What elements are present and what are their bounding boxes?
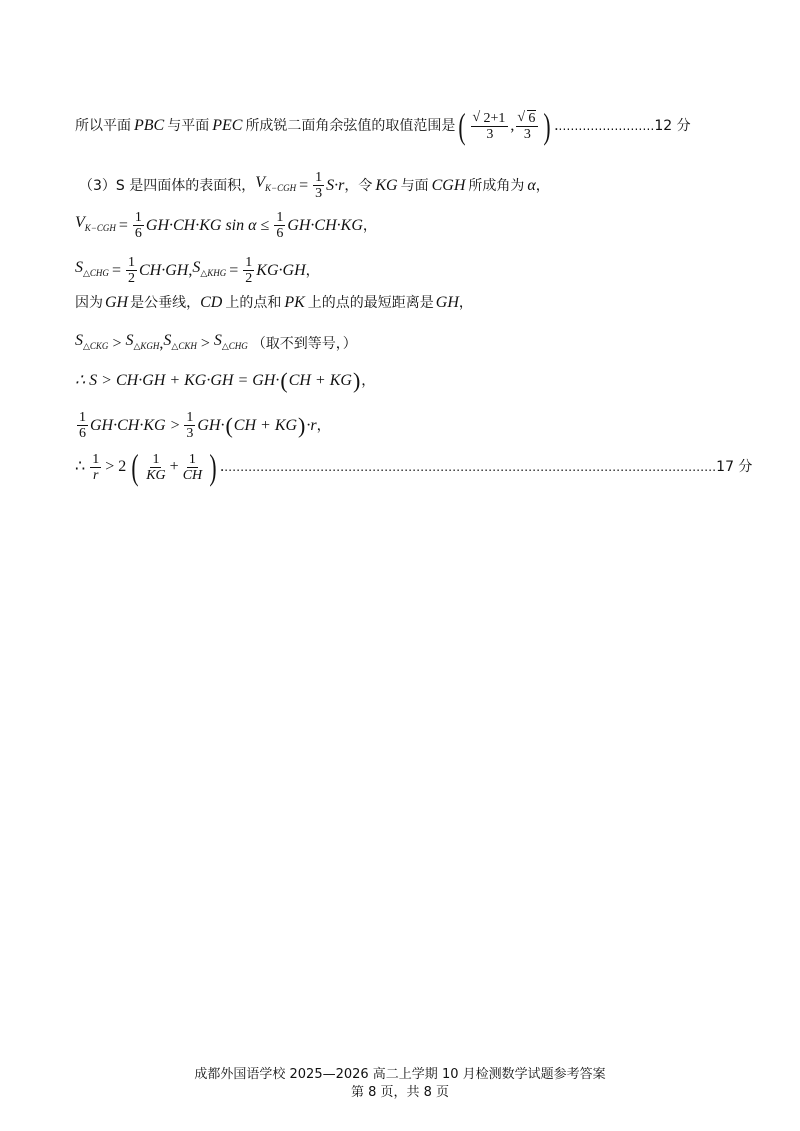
line-cd: CD bbox=[200, 294, 223, 311]
plane-cgh: CGH bbox=[431, 176, 466, 194]
alpha: α bbox=[527, 176, 536, 194]
surface-area-bound bbox=[75, 370, 375, 392]
left-paren: ( bbox=[458, 106, 467, 146]
plane-pec: PEC bbox=[212, 117, 243, 134]
volume-inequality: $V_{K-CGH}$ = $\frac{1}{6}$ GH·CH·KG sin α ≤ $\frac{1}{6}$ GH·CH·KG ， bbox=[75, 210, 377, 241]
area-symbol: $S_{\triangle CKH}$ bbox=[163, 332, 197, 351]
fraction: $\frac{1}{3}$ bbox=[315, 170, 323, 201]
right-paren: ) bbox=[352, 368, 361, 393]
punct: ， bbox=[361, 373, 376, 389]
expr: KG·GH bbox=[256, 261, 306, 279]
text: （3）S 是四面体的表面积， bbox=[79, 177, 256, 194]
left-paren: ( bbox=[225, 412, 233, 438]
answer-line-12: 所以平面 PBC 与平面 PEC 所成锐二面角余弦值的取值范围是 ( √ $\frac{2+1}{3}$ , √ $\frac{6}{3}$ ) . …………………… 12 分 bbox=[75, 108, 691, 144]
score-label: 17 分 bbox=[716, 459, 753, 475]
fraction: $\frac{1}{2}$ bbox=[127, 255, 135, 286]
text: 上的点和 bbox=[225, 295, 282, 311]
part-3-intro: （3）S 是四面体的表面积， $V_{K-CGH}$ = $\frac{1}{3}$ S·r ，令 KG 与面 CGH 所成角为 α ， bbox=[79, 170, 550, 201]
left-paren: ( bbox=[280, 368, 288, 393]
text: 所成锐二面角余弦值的取值范围是 bbox=[245, 118, 456, 134]
fraction: $\frac{1}{6}$ bbox=[79, 410, 86, 441]
fraction: $\frac{1}{2}$ bbox=[245, 255, 253, 286]
punct: ， bbox=[535, 177, 550, 194]
text: 因为 bbox=[75, 295, 103, 311]
area-symbol: $S_{\triangle CHG}$ bbox=[213, 332, 248, 351]
fraction: $\frac{1}{r}$ bbox=[92, 451, 100, 483]
right-paren: ) bbox=[298, 412, 306, 438]
segment-kg: KG bbox=[375, 176, 398, 194]
expr: ·r bbox=[306, 416, 317, 434]
expr: S·r bbox=[326, 176, 345, 194]
expr: GH·CH·KG bbox=[287, 216, 363, 234]
plane-pbc: PBC bbox=[134, 117, 165, 134]
text: 与平面 bbox=[167, 118, 210, 134]
expr: CH + KG bbox=[288, 372, 352, 389]
volume-symbol: $V_{K-CGH}$ bbox=[255, 174, 297, 193]
expr: GH·CH·KG > bbox=[90, 416, 181, 434]
expr: GH·CH·KG sin α ≤ bbox=[145, 216, 270, 234]
volume-bound bbox=[75, 410, 331, 441]
therefore-symbol: ∴ bbox=[75, 458, 86, 475]
left-paren: ( bbox=[131, 447, 139, 487]
fraction: $\frac{1}{6}$ bbox=[276, 210, 284, 241]
area-symbol: $S_{\triangle CHG}$ bbox=[75, 259, 109, 278]
fraction: √ $\frac{6}{3}$ bbox=[516, 111, 538, 142]
expr: ∴ S > CH·GH + KG·GH = GH· bbox=[75, 372, 280, 389]
line-pk: PK bbox=[284, 294, 305, 311]
text: 是公垂线， bbox=[130, 295, 201, 311]
common-perpendicular-note bbox=[75, 294, 473, 312]
plus: + bbox=[169, 458, 179, 475]
fraction: $\frac{1}{KG}$ bbox=[146, 451, 166, 483]
expr: CH·GH bbox=[138, 261, 189, 279]
fraction: $\frac{1}{3}$ bbox=[186, 410, 194, 441]
right-paren: ) bbox=[543, 106, 551, 146]
dot-leader: …………………………………………………………………………………………………………… bbox=[224, 460, 717, 474]
expr: GH· bbox=[197, 416, 225, 434]
punct: ， bbox=[458, 295, 473, 311]
right-paren: ) bbox=[209, 447, 217, 487]
text: ，令 bbox=[344, 177, 373, 194]
page-number: 第 8 页，共 8 页 bbox=[350, 1085, 450, 1100]
text: 所成角为 bbox=[468, 177, 525, 194]
text: 所以平面 bbox=[75, 118, 131, 134]
note: （取不到等号，） bbox=[251, 335, 357, 352]
area-symbol: $S_{\triangle CKG}$ bbox=[75, 332, 109, 351]
fraction: $\frac{1}{CH}$ bbox=[182, 451, 203, 483]
punct: ， bbox=[305, 262, 320, 279]
segment-gh: GH bbox=[105, 294, 129, 311]
expr: CH + KG bbox=[233, 416, 298, 434]
area-symbol: $S_{\triangle KHG}$ bbox=[192, 259, 227, 278]
footer-title: 成都外国语学校 2025—2026 高二上学期 10 月检测数学试题参考答案 bbox=[194, 1067, 606, 1082]
area-comparison: $S_{\triangle CKG}$ > $S_{\triangle KGH}$ , $S_{\triangle CKH}$ > $S_{\triangle CHG}$ （取不到等号，） bbox=[75, 332, 357, 355]
text: 上的点的最短距离是 bbox=[307, 295, 434, 311]
area-symbol: $S_{\triangle KGH}$ bbox=[125, 332, 160, 351]
segment-gh: GH bbox=[435, 294, 459, 311]
expr: > 2 bbox=[105, 458, 127, 475]
volume-symbol: $V_{K-CGH}$ bbox=[75, 214, 116, 233]
punct: ， bbox=[316, 417, 331, 434]
answer-line-17: ∴ $\frac{1}{r}$ > 2 ( $\frac{1}{KG}$ + $\frac{1}{CH}$ ) . …………………………………………………………………………………………………………… 17 分 bbox=[75, 447, 753, 487]
punct: ， bbox=[362, 217, 377, 234]
fraction: $\frac{1}{6}$ bbox=[134, 210, 142, 241]
score-label: 12 分 bbox=[654, 118, 691, 134]
area-formulas: $S_{\triangle CHG}$ = $\frac{1}{2}$ CH·GH , $S_{\triangle KHG}$ = $\frac{1}{2}$ KG·GH ， bbox=[75, 255, 320, 286]
dot-leader: …………………… bbox=[558, 119, 655, 133]
fraction: √ $\frac{2+1}{3}$ bbox=[471, 111, 508, 142]
text: 与面 bbox=[400, 177, 429, 194]
